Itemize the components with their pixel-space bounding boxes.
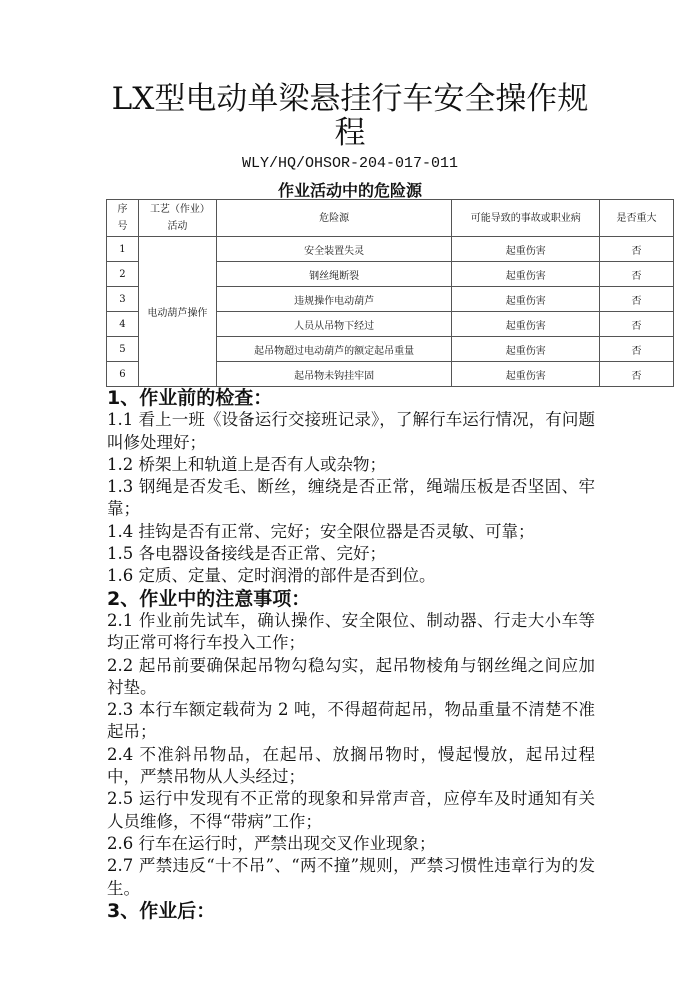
- header-major: 是否重大: [600, 200, 674, 237]
- section-item: 1.4 挂钩是否有正常、完好；安全限位器是否灵敏、可靠；: [107, 521, 535, 541]
- section-item: 2.3 本行车额定载荷为 2 吨，不得超荷起吊，物品重量不清楚不准起吊；: [107, 700, 595, 742]
- section-heading: 3、作业后：: [107, 899, 216, 922]
- table-row: [107, 237, 674, 262]
- hazard-table: [106, 199, 674, 387]
- document-title: LX型电动单梁悬挂行车安全操作规程: [111, 81, 589, 151]
- cell-hazard: 安全装置失灵: [216, 237, 452, 262]
- cell-hazard: 钢丝绳断裂: [216, 262, 452, 287]
- cell-accident: 起重伤害: [452, 337, 600, 362]
- cell-activity: 电动葫芦操作: [138, 237, 216, 387]
- section-item: 1.5 各电器设备接线是否正常、完好；: [107, 544, 386, 564]
- header-hazard: 危险源: [216, 200, 452, 237]
- cell-hazard: 起吊物超过电动葫芦的额定起吊重量: [216, 337, 452, 362]
- cell-accident: 起重伤害: [452, 262, 600, 287]
- header-no: 序号: [107, 200, 139, 237]
- section-item: 1.2 桥架上和轨道上是否有人或杂物；: [107, 454, 386, 474]
- section-item: 2.2 起吊前要确保起吊物勾稳勾实，起吊物棱角与钢丝绳之间应加衬垫。: [107, 655, 595, 697]
- cell-accident: 起重伤害: [452, 237, 600, 262]
- cell-major: 否: [600, 287, 674, 312]
- section-heading: 2、作业中的注意事项：: [107, 587, 311, 610]
- section-item: 2.5 运行中发现有不正常的现象和异常声音，应停车及时通知有关人员维修，不得“带病”工作；: [107, 789, 595, 831]
- cell-no: 1: [107, 237, 139, 262]
- section-item: 1.1 看上一班《设备运行交接班记录》，了解行车运行情况，有问题叫修处理好；: [107, 410, 595, 452]
- section-item: 2.7 严禁违反“十不吊”、“两不撞”规则，严禁习惯性违章行为的发生。: [107, 856, 595, 898]
- section-heading: 1、作业前的检查：: [107, 387, 273, 409]
- cell-hazard: 起吊物未钩挂牢固: [216, 362, 452, 387]
- table-header-row: [107, 200, 674, 237]
- section-item: 1.6 定质、定量、定时润滑的部件是否到位。: [107, 566, 436, 586]
- cell-accident: 起重伤害: [452, 287, 600, 312]
- cell-accident: 起重伤害: [452, 312, 600, 337]
- document-body: [107, 387, 595, 922]
- table-title: 作业活动中的危险源: [277, 181, 422, 200]
- header-activity: 工艺（作业）活动: [138, 200, 216, 237]
- cell-no: 5: [107, 337, 139, 362]
- cell-no: 2: [107, 262, 139, 287]
- cell-major: 否: [600, 362, 674, 387]
- cell-major: 否: [600, 312, 674, 337]
- header-accident: 可能导致的事故或职业病: [452, 200, 600, 237]
- section-item: 2.1 作业前先试车，确认操作、安全限位、制动器、行走大小车等均正常可将行车投入工作；: [107, 610, 595, 653]
- cell-no: 4: [107, 312, 139, 337]
- section-item: 2.4 不准斜吊物品，在起吊、放搁吊物时，慢起慢放，起吊过程中，严禁吊物从人头经过；: [107, 744, 595, 787]
- cell-no: 6: [107, 362, 139, 387]
- cell-hazard: 人员从吊物下经过: [216, 312, 452, 337]
- cell-major: 否: [600, 237, 674, 262]
- cell-major: 否: [600, 262, 674, 287]
- cell-no: 3: [107, 287, 139, 312]
- cell-hazard: 违规操作电动葫芦: [216, 287, 452, 312]
- cell-major: 否: [600, 337, 674, 362]
- cell-accident: 起重伤害: [452, 362, 600, 387]
- section-item: 1.3 钢绳是否发毛、断丝，缠绕是否正常，绳端压板是否坚固、牢靠；: [107, 477, 595, 519]
- section-item: 2.6 行车在运行时，严禁出现交叉作业现象；: [107, 833, 436, 853]
- document-code: WLY/HQ/OHSOR-204-017-011: [241, 155, 459, 172]
